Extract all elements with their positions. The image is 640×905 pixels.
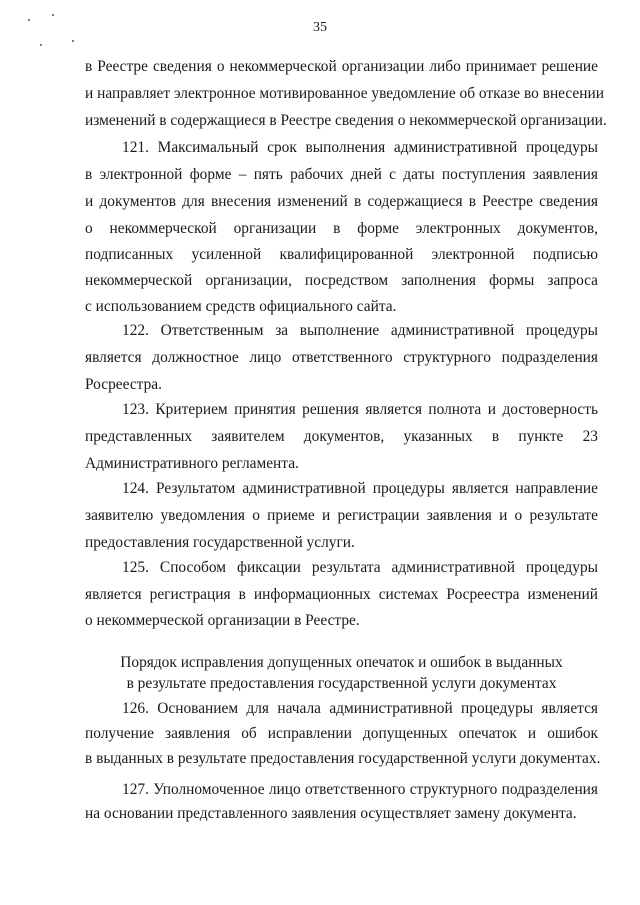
- paragraph-122-line: является должностное лицо ответственного структурного подразделения: [85, 349, 598, 366]
- section-heading: Порядок исправления допущенных опечаток и ошибок в выданных: [120, 654, 563, 671]
- paragraph-121-line: и документов для внесения изменений в содержащиеся в Реестре сведения: [85, 193, 598, 210]
- paragraph-125-line: является регистрация в информационных системах Росреестра изменений: [85, 586, 598, 603]
- paragraph-121-line: 121. Максимальный срок выполнения административной процедуры: [122, 139, 598, 156]
- paragraph-124-line: 124. Результатом административной процедуры является направление: [122, 480, 598, 497]
- paragraph-126-line: 126. Основанием для начала административной процедуры является: [122, 700, 598, 717]
- paragraph-121-line: некоммерческой организации, посредством заполнения формы запроса: [85, 272, 598, 289]
- paragraph-127-line: на основании представленного заявления осуществляет замену документа.: [85, 805, 577, 822]
- paragraph-121-line: подписанных усиленной квалифицированной электронной подписью: [85, 246, 598, 263]
- text-line: и направляет электронное мотивированное уведомление об отказе во внесении: [85, 85, 604, 102]
- paragraph-124-line: предоставления государственной услуги.: [85, 534, 355, 551]
- text-line: изменений в содержащиеся в Реестре сведения о некоммерческой организации.: [85, 112, 607, 129]
- paragraph-121-line: в электронной форме – пять рабочих дней с даты поступления заявления: [85, 166, 598, 183]
- paragraph-121-line: с использованием средств официального сайта.: [85, 298, 397, 315]
- paragraph-123-line: 123. Критерием принятия решения является полнота и достоверность: [122, 401, 598, 418]
- section-heading: в результате предоставления государственной услуги документах: [126, 675, 557, 692]
- paragraph-125-line: 125. Способом фиксации результата административной процедуры: [122, 559, 598, 576]
- paragraph-125-line: о некоммерческой организации в Реестре.: [85, 612, 360, 629]
- paragraph-126-line: в выданных в результате предоставления государственной услуги документах.: [85, 750, 601, 767]
- scan-speck: [28, 19, 30, 21]
- paragraph-124-line: заявителю уведомления о приеме и регистрации заявления и о результате: [85, 507, 598, 524]
- paragraph-123-line: представленных заявителем документов, указанных в пункте 23: [85, 428, 598, 445]
- scan-speck: [52, 14, 54, 16]
- scan-speck: [40, 44, 42, 46]
- paragraph-126-line: получение заявления об исправлении допущенных опечаток и ошибок: [85, 725, 598, 742]
- page-number: 35: [313, 20, 327, 35]
- paragraph-121-line: о некоммерческой организации в форме электронных документов,: [85, 220, 598, 237]
- paragraph-127-line: 127. Уполномоченное лицо ответственного структурного подразделения: [122, 781, 598, 798]
- paragraph-122-line: Росреестра.: [85, 376, 162, 393]
- text-line: в Реестре сведения о некоммерческой организации либо принимает решение: [85, 58, 598, 75]
- paragraph-123-line: Административного регламента.: [85, 455, 299, 472]
- scan-speck: [72, 40, 74, 42]
- paragraph-122-line: 122. Ответственным за выполнение административной процедуры: [122, 322, 598, 339]
